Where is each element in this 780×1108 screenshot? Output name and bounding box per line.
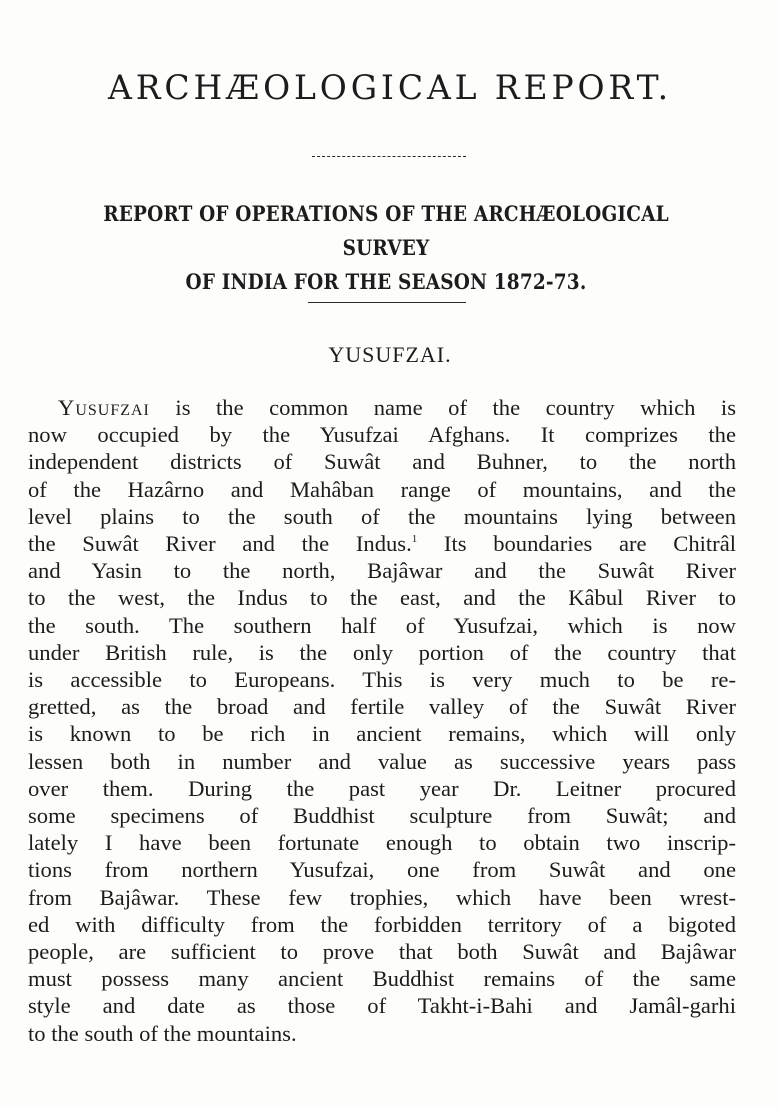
section-heading: YUSUFZAI. bbox=[328, 342, 452, 367]
text-line: is accessible to Europeans. This is very much to be re- bbox=[28, 667, 736, 693]
text-line: must possess many ancient Buddhist remains of the same bbox=[28, 966, 736, 992]
page-title: ARCHÆOLOGICAL REPORT. bbox=[108, 68, 672, 108]
text-line: level plains to the south of the mountains lying between bbox=[28, 503, 736, 529]
text-line: now occupied by the Yusufzai Afghans. It comprizes the bbox=[28, 422, 736, 448]
text-line: over them. During the past year Dr. Leitner procured bbox=[28, 775, 736, 801]
text-line: the Suwât River and the Indus.$^1$ Its boundaries are Chitrâl bbox=[28, 531, 737, 557]
text-line: to the south of the mountains. bbox=[28, 1020, 297, 1046]
text-line: from Bajâwar. These few trophies, which have been wrest- bbox=[28, 884, 736, 910]
text-line: ed with difficulty from the forbidden territory of a bigoted bbox=[28, 911, 736, 937]
text-line: people, are sufficient to prove that both Suwât and Bajâwar bbox=[28, 939, 736, 965]
subtitle-divider bbox=[308, 302, 466, 303]
text-line: and Yasin to the north, Bajâwar and the Suwât River bbox=[28, 558, 736, 584]
text-line: under British rule, is the only portion of the country that bbox=[28, 639, 736, 665]
footnote-marker: 1 bbox=[411, 533, 418, 546]
body-paragraph bbox=[28, 394, 736, 1047]
report-subtitle bbox=[73, 198, 699, 300]
text-line: independent districts of Suwât and Buhner, to the north bbox=[28, 449, 736, 475]
title-divider bbox=[312, 156, 466, 157]
text-line: Yusufzai is the common name of the country which is bbox=[58, 395, 736, 420]
subtitle-line-1: REPORT OF OPERATIONS OF THE ARCHÆOLOGICAL SURVEY bbox=[103, 202, 669, 261]
text-line: style and date as those of Takht-i-Bahi and Jamâl-garhi bbox=[28, 993, 736, 1019]
lead-word: Yusufzai bbox=[58, 395, 150, 420]
subtitle-line-2: OF INDIA FOR THE SEASON 1872-73. bbox=[185, 270, 587, 295]
text-line: tions from northern Yusufzai, one from Suwât and one bbox=[28, 857, 736, 883]
text-line: the south. The southern half of Yusufzai, which is now bbox=[28, 612, 736, 638]
text-line: lately I have been fortunate enough to obtain two inscrip- bbox=[28, 830, 736, 856]
text-line: is known to be rich in ancient remains, which will only bbox=[28, 721, 736, 747]
text-line: to the west, the Indus to the east, and the Kâbul River to bbox=[28, 585, 736, 611]
text-line: of the Hazârno and Mahâban range of mountains, and the bbox=[28, 476, 736, 502]
text-line: some specimens of Buddhist sculpture from Suwât; and bbox=[28, 803, 736, 829]
text-line: gretted, as the broad and fertile valley of the Suwât River bbox=[28, 694, 736, 720]
text-line: lessen both in number and value as successive years pass bbox=[28, 748, 736, 774]
